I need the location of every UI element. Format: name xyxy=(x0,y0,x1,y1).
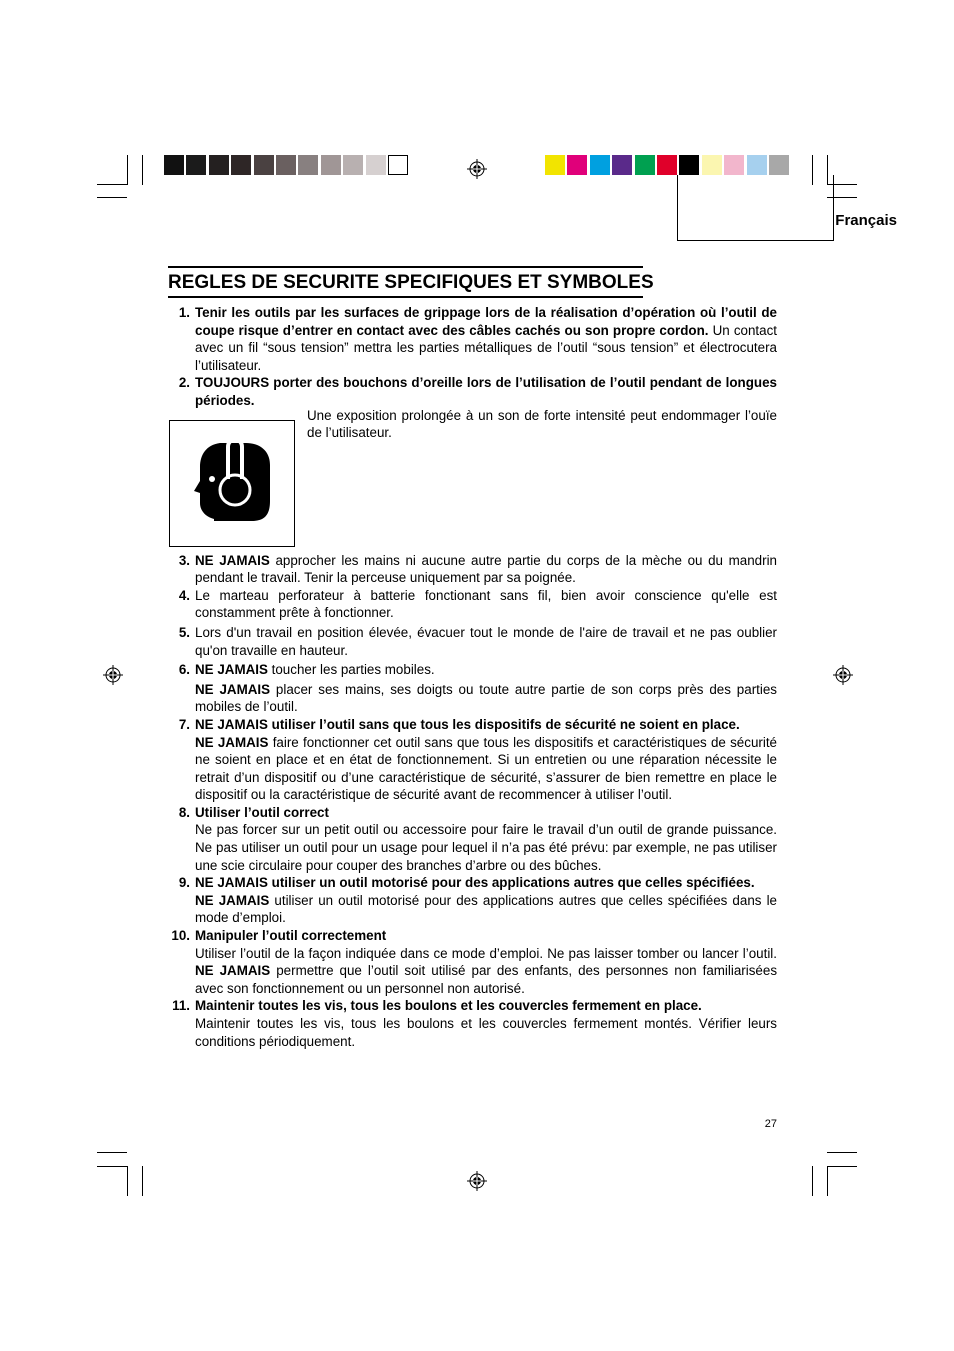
color-swatch xyxy=(702,155,722,175)
page-number: 27 xyxy=(764,1118,777,1130)
list-item: 7. NE JAMAIS utiliser l’outil sans que tous les dispositifs de sécurité ne soient en place. xyxy=(178,716,740,732)
registration-mark-icon xyxy=(467,159,487,179)
color-swatch xyxy=(635,155,655,175)
symbol-row xyxy=(168,407,777,550)
hearing-protection-icon xyxy=(170,421,293,545)
list-item: 3. NE JAMAIS approcher les mains ni aucune autre partie du corps de la mèche ou du mandrin pendant le travail. Tenir la perceuse uniquement par sa poignée. xyxy=(178,552,778,586)
list-item-detail: NE JAMAIS utiliser un outil motorisé pour des applications autres que celles spécifiées dans le mode d’emploi. xyxy=(195,892,777,926)
section-title: REGLES DE SECURITE SPECIFIQUES ET SYMBOLES xyxy=(168,266,643,298)
list-item: 11. Maintenir toutes les vis, tous les boulons et les couvercles fermement en place. xyxy=(172,998,702,1014)
color-swatch xyxy=(276,155,296,175)
color-swatch xyxy=(724,155,744,175)
list-item: 5. Lors d'un travail en position élevée, évacuer tout le monde de l'aire de travail et ne pas oublier qu'on travaille en hauteur. xyxy=(178,624,777,658)
list-item: 10. Manipuler l’outil correctement xyxy=(171,928,387,944)
list-item: 2. TOUJOURS porter des bouchons d’oreille lors de l’utilisation de l’outil pendant de longues périodes. xyxy=(178,375,777,408)
color-swatch xyxy=(321,155,341,175)
color-swatch xyxy=(679,155,699,175)
list-item-detail: Ne pas forcer sur un petit outil ou accessoire pour faire le travail d’un outil de grande puissance. Ne pas utiliser un outil pour un usage pour lequel il n’a pas été prévu: par exemple, ne pas utiliser une scie circulaire pour couper des branches d’arbre ou des bûches. xyxy=(195,822,777,873)
color-swatch xyxy=(657,155,677,175)
color-swatch xyxy=(231,155,251,175)
registration-mark-icon xyxy=(467,1171,487,1191)
color-swatch xyxy=(747,155,767,175)
list-item: 6. NE JAMAIS toucher les parties mobiles. xyxy=(178,662,435,678)
list-item-detail: Utiliser l’outil de la façon indiquée dans ce mode d’emploi. Ne pas laisser tomber ou lancer l’outil. NE JAMAIS permettre que l’outil soit utilisé par des enfants, des personnes non familiarisées avec son fonctionnement ou un personnel non autorisé. xyxy=(195,945,778,996)
list-item: 9. NE JAMAIS utiliser un outil motorisé pour des applications autres que celles spécifiées. xyxy=(178,875,755,891)
color-swatch xyxy=(254,155,274,175)
list-item-detail: Maintenir toutes les vis, tous les boulons et les couvercles fermement montés. Vérifier leurs conditions périodiquement. xyxy=(195,1016,777,1049)
list-item: 4. Le marteau perforateur à batterie fonctionant sans fil, bien avoir conscience qu'elle est constamment prête à fonctionner. xyxy=(178,587,777,621)
safety-rules-list xyxy=(168,304,777,1050)
symbol-frame xyxy=(169,420,295,547)
color-swatch xyxy=(567,155,587,175)
color-swatch xyxy=(164,155,184,175)
color-swatch xyxy=(366,155,386,175)
color-swatch xyxy=(769,155,789,175)
color-swatch xyxy=(590,155,610,175)
registration-mark-icon xyxy=(833,665,853,685)
color-swatch xyxy=(612,155,632,175)
list-item: 8. Utiliser l’outil correct xyxy=(178,804,329,820)
list-item: 1. Tenir les outils par les surfaces de grippage lors de la réalisation d’opération où l’outil de coupe risque d’entrer en contact avec des câbles cachés ou son propre cordon. Un contact avec un fil “sous tension” mettra les parties métalliques de l’outil “sous tension” et électrocutera l’utilisateur. xyxy=(178,305,777,373)
color-swatch xyxy=(545,155,565,175)
color-swatch xyxy=(186,155,206,175)
color-swatch xyxy=(298,155,318,175)
color-swatch xyxy=(343,155,363,175)
language-label: Français xyxy=(835,212,897,229)
registration-mark-icon xyxy=(103,665,123,685)
color-swatch xyxy=(209,155,229,175)
list-item-detail: NE JAMAIS placer ses mains, ses doigts ou toute autre partie de son corps près des parties mobiles de l’outil. xyxy=(195,681,777,715)
list-item-detail: NE JAMAIS faire fonctionner cet outil sans que tous les dispositifs et caractéristiques de sécurité ne soient en place et en état de fonctionnement. Si un entretien ou une réparation nécessite le retrait d’un dispositif ou d’une caractéristique de sécurité, s’assurer de bien remettre en place le dispositif ou la caractéristique de sécurité avant de recommencer à utiliser l’outil. xyxy=(195,734,777,803)
color-swatch xyxy=(388,155,408,175)
symbol-description: Une exposition prolongée à un son de forte intensité peut endommager l’ouïe de l’utilisateur. xyxy=(307,407,777,441)
language-tab xyxy=(677,175,834,241)
